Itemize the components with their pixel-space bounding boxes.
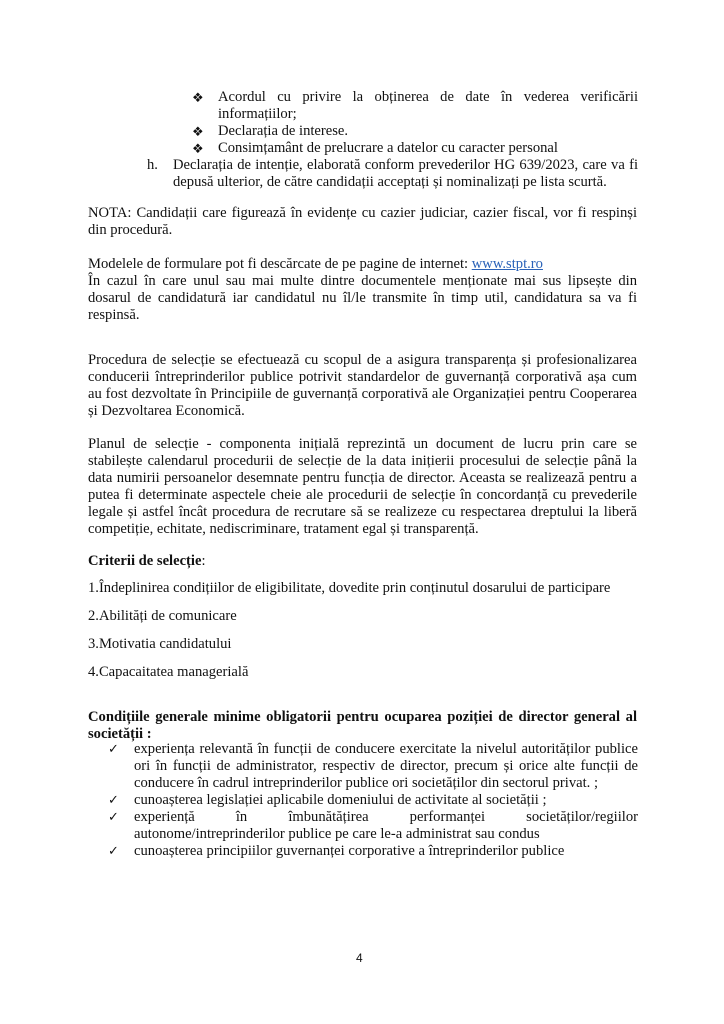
- paragraph-line: În cazul în care unul sau mai multe dintre documentele menționate mai sus lipsește din: [88, 273, 637, 289]
- page-number: 4: [356, 951, 363, 965]
- list-label: h.: [147, 157, 158, 173]
- section-heading: Condițiile generale minime obligatorii pentru ocuparea poziției de director general al: [88, 709, 637, 725]
- paragraph-line: competiție, echitate, nediscriminare, tratament egal și transparență.: [88, 521, 479, 537]
- checkmark-icon: ✓: [108, 793, 119, 808]
- planul-paragraph: [88, 436, 637, 538]
- section-heading: Criterii de selecție: [88, 553, 202, 569]
- paragraph-line: Planul de selecție - componenta inițială reprezintă un document de lucru prin care se: [88, 436, 637, 452]
- diamond-bullet-icon: ❖: [192, 124, 204, 139]
- paragraph-line: Procedura de selecție se efectuează cu scopul de a asigura transparența și profesionalizarea: [88, 352, 637, 368]
- list-item-text: Declarația de intenție, elaborată conform prevederilor HG 639/2023, care va fi: [173, 157, 638, 173]
- nota-paragraph: [88, 205, 637, 239]
- list-item-text: cunoașterea principiilor guvernanței corporative a întreprinderilor publice: [134, 843, 565, 859]
- paragraph-line: dosarul de candidatură iar candidatul nu îl/le transmite în timp util, candidatura sa va fi: [88, 290, 637, 306]
- paragraph-line: NOTA: Candidații care figurează în evidențe cu cazier judiciar, cazier fiscal, vor fi respinși: [88, 205, 637, 221]
- criterii-heading: Criterii de selecție:: [88, 553, 206, 569]
- models-paragraph: [88, 256, 637, 324]
- checkmark-icon: ✓: [108, 844, 119, 859]
- checkmark-icon: ✓: [108, 742, 119, 757]
- website-link[interactable]: www.stpt.ro: [471, 256, 543, 272]
- paragraph-line: Modelele de formulare pot fi descărcate de pe pagine de internet:: [88, 256, 472, 272]
- list-item-text: ori în funcții de administrator, respectiv de director, precum și orice alte funcții de: [134, 758, 638, 774]
- paragraph-line: data numirii persoanelor desemnate pentru funcția de director. Aceasta se realizează pentru a: [88, 470, 637, 486]
- paragraph-line: stabilește calendarul procedurii de selecție de la data inițierii procesului de selecție până la: [88, 453, 637, 469]
- list-item-text: experiență în îmbunătățirea performanței societăților/regiilor: [134, 809, 638, 825]
- paragraph-line: legale și astfel încât procedura de recrutare să se realizeze cu respectarea dreptului la liberă: [88, 504, 637, 520]
- section-heading: societății :: [88, 726, 152, 742]
- conditii-heading: [88, 709, 637, 743]
- list-item-text: experiența relevantă în funcții de conducere exercitate la nivelul autorităților publice: [134, 741, 638, 757]
- list-item-text: Acordul cu privire la obținerea de date în vederea verificării: [218, 89, 638, 105]
- list-item-text: Consimțamânt de prelucrare a datelor cu caracter personal: [218, 140, 558, 156]
- criterii-item: 2.Abilități de comunicare: [88, 608, 237, 624]
- diamond-bullet-icon: ❖: [192, 90, 204, 105]
- list-item-text: Declarația de interese.: [218, 123, 349, 139]
- paragraph-line: conducerii întreprinderilor publice potrivit standardelor de guvernanță corporativă așa cum: [88, 369, 637, 385]
- diamond-bullet-icon: ❖: [192, 141, 204, 156]
- criterii-item: 4.Capacaitatea managerială: [88, 664, 249, 680]
- checkmark-icon: ✓: [108, 810, 119, 825]
- list-item-text: depusă ulterior, de către candidații acceptați și nominalizați pe lista scurtă.: [173, 174, 607, 190]
- criterii-item: 3.Motivatia candidatului: [88, 636, 232, 652]
- list-item-text: conducere în cadrul intreprinderilor publice ori societăților din sectorul privat. ;: [134, 775, 598, 791]
- paragraph-line: din procedură.: [88, 222, 173, 238]
- list-item-text: cunoașterea legislației aplicabile domeniului de activitate al societății ;: [134, 792, 547, 808]
- criterii-item: 1.Îndeplinirea condițiilor de eligibilitate, dovedite prin conținutul dosarului de participare: [88, 580, 611, 596]
- list-item-text: informațiilor;: [218, 106, 297, 122]
- procedura-paragraph: [88, 352, 637, 420]
- paragraph-line: au fost dezvoltate în Principiile de guvernanță corporativă ale Organizației pentru Cooperarea: [88, 386, 637, 402]
- list-item-text: autonome/intreprinderilor publice pe care le-a administrat sau condus: [134, 826, 540, 842]
- paragraph-line: respinsă.: [88, 307, 140, 323]
- paragraph-line: putea fi determinate aspectele cheie ale procedurii de selecție în concordanță cu prevederile: [88, 487, 637, 503]
- paragraph-line: și Dezvoltarea Economică.: [88, 403, 245, 419]
